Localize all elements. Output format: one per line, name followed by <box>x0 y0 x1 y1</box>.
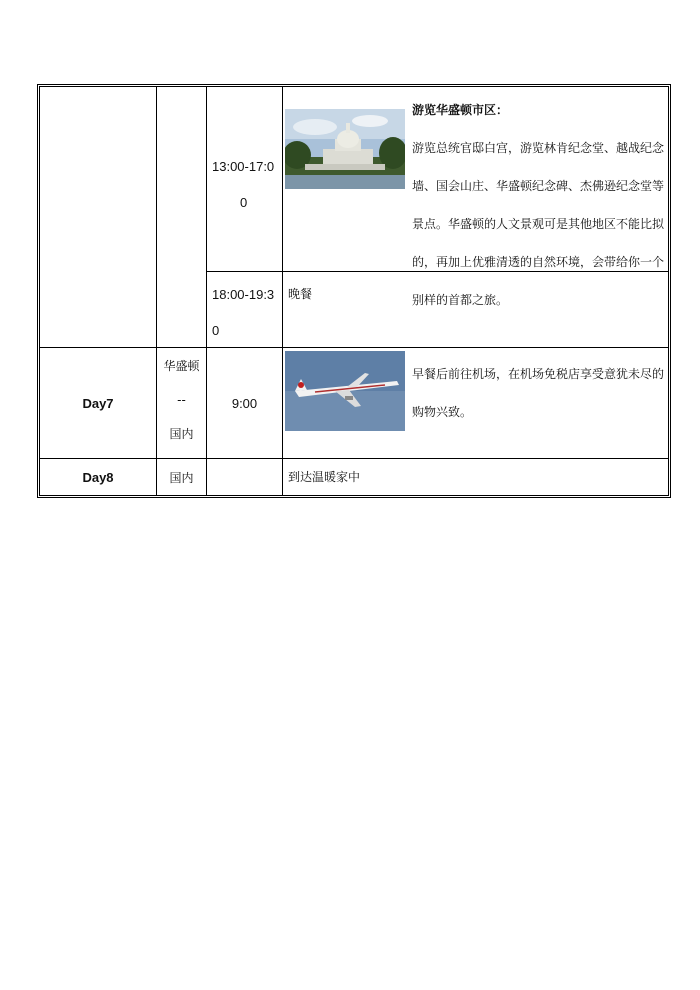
time-cell <box>212 277 282 349</box>
time-cell <box>212 149 282 221</box>
place-origin: 华盛顿 <box>163 359 200 373</box>
activity-description <box>288 459 658 495</box>
meal-cell <box>288 285 658 302</box>
day-label <box>40 459 156 495</box>
itinerary-table <box>37 84 671 498</box>
time-end: 0 <box>240 195 248 210</box>
time-cell <box>207 459 282 495</box>
activity-title: 游览华盛顿市区： <box>412 103 509 117</box>
place-separator: -- <box>177 393 186 407</box>
activity-text: 到达温暖家中 <box>288 470 361 484</box>
time-start: 18:00-19:3 <box>212 287 275 302</box>
meal-text: 晚餐 <box>288 287 313 301</box>
column-divider <box>282 87 283 495</box>
place-cell <box>157 459 206 495</box>
day-label <box>40 348 156 458</box>
time-cell <box>207 348 282 458</box>
time-value: 9:00 <box>231 395 258 411</box>
place-destination: 国内 <box>169 470 194 485</box>
activity-text: 游览总统官邸白宫，游览林肯纪念堂、越战纪念墙、国会山庄、华盛顿纪念碑、杰佛逊纪念堂等景点。华盛顿的人文景观可是其他地区不能比拟的，再加上优雅清透的自然环境，会带给你一个别样的首都之旅。 <box>412 141 665 307</box>
time-start: 13:00-17:0 <box>212 159 275 174</box>
day-number: Day8 <box>82 469 114 485</box>
activity-text: 早餐后前往机场，在机场免税店享受意犹未尽的购物兴致。 <box>412 367 665 419</box>
activity-description <box>412 355 666 431</box>
day-number: Day7 <box>82 395 114 411</box>
place-destination: 国内 <box>169 427 194 441</box>
time-end: 0 <box>212 323 220 338</box>
airplane-photo <box>285 351 405 431</box>
capitol-building-photo <box>285 109 405 189</box>
place-cell <box>157 349 206 457</box>
